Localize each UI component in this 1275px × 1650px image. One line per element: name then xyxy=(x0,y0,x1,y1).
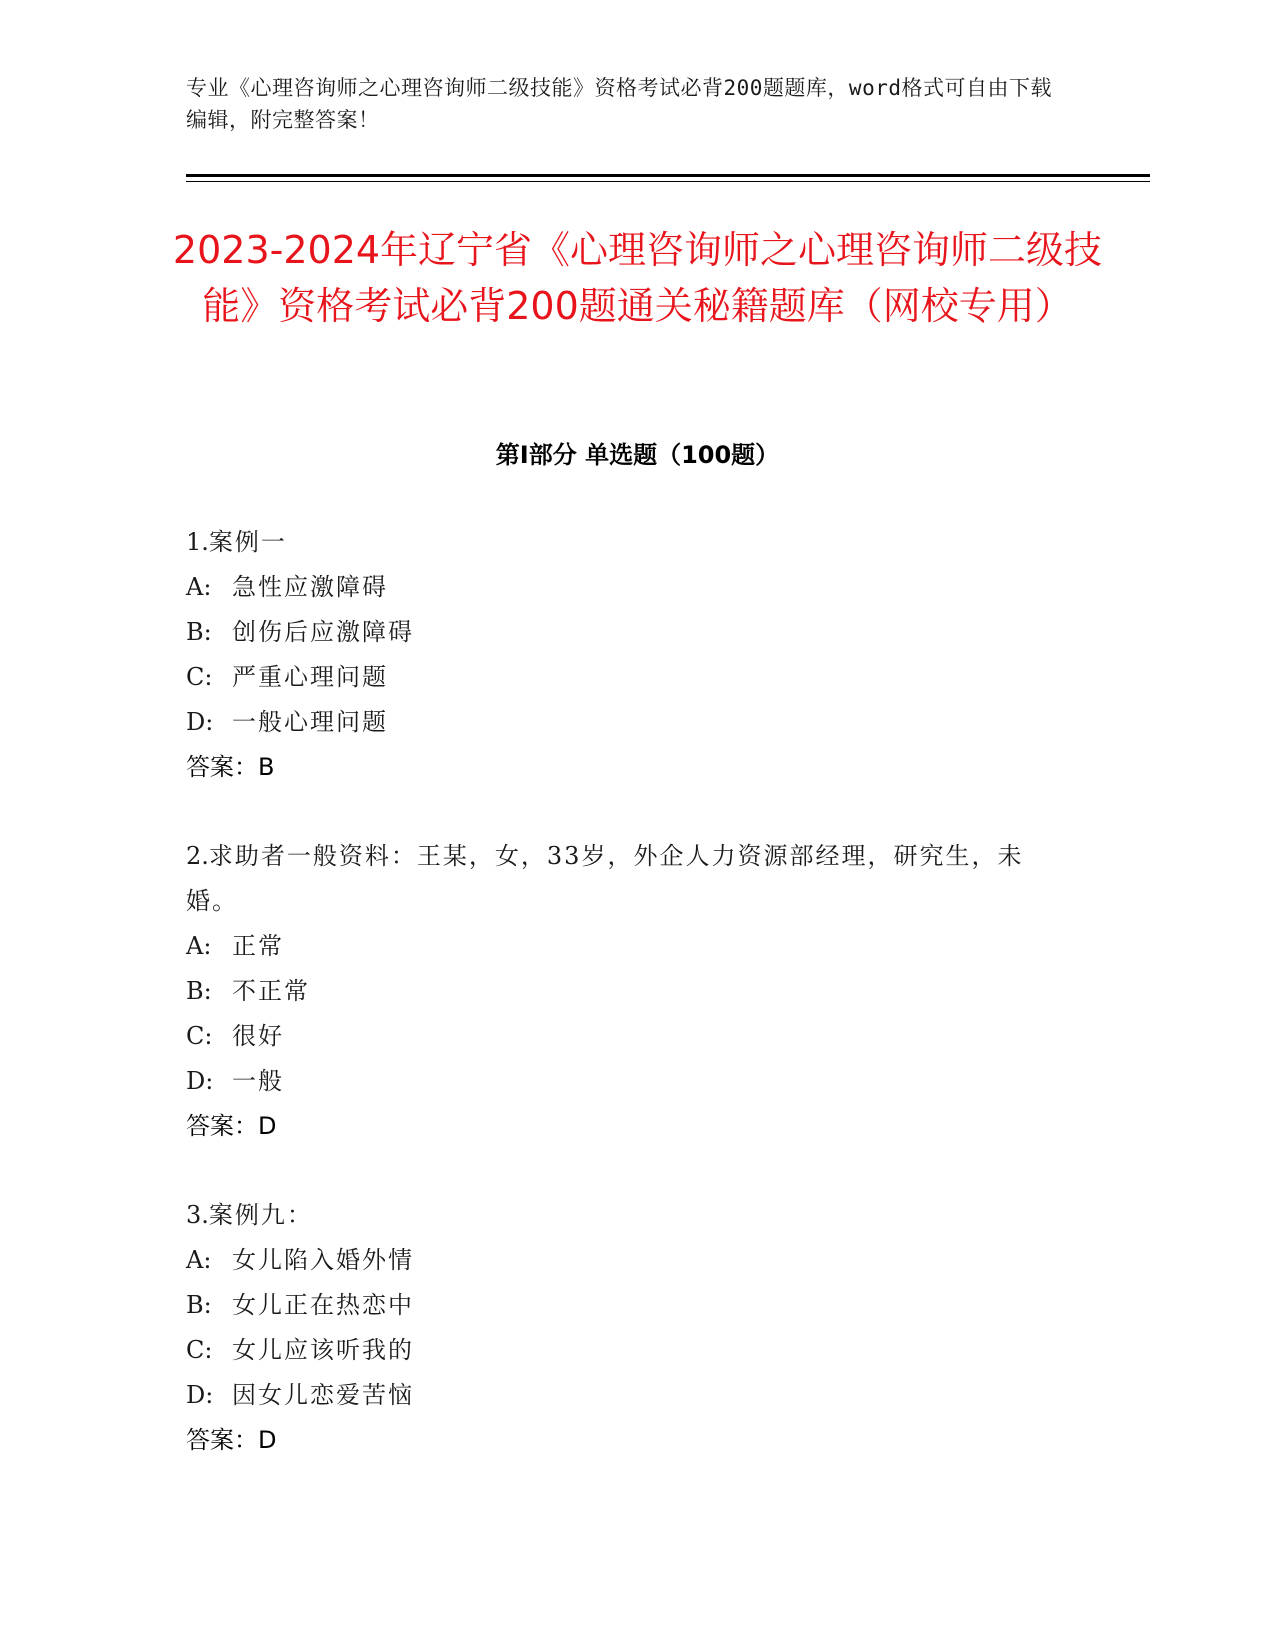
question-text: 案例一 xyxy=(208,528,287,556)
header-rule-thick xyxy=(186,174,1150,177)
answer: 答案：B xyxy=(186,753,275,781)
question-stem xyxy=(186,834,1066,924)
question-number: 2. xyxy=(186,842,209,870)
option-letter: D: xyxy=(186,1381,214,1409)
answer: 答案：D xyxy=(186,1112,277,1140)
header-note: 专业《心理咨询师之心理咨询师二级技能》资格考试必背200题题库，word格式可自由下载编辑，附完整答案！ xyxy=(186,76,1052,132)
answer: 答案：D xyxy=(186,1426,277,1454)
option-text: 女儿陷入婚外情 xyxy=(232,1246,414,1274)
question-number: 3. xyxy=(186,1201,209,1229)
option-letter: A: xyxy=(186,1246,212,1274)
option-letter: C: xyxy=(186,1022,213,1050)
question-text: 案例九： xyxy=(208,1201,313,1229)
option-text: 一般心理问题 xyxy=(232,708,388,736)
question-list xyxy=(186,520,1066,1507)
option-c xyxy=(186,655,1066,700)
document-title: 2023-2024年辽宁省《心理咨询师之心理咨询师二级技能》资格考试必背200题通关秘籍题库（网校专用） xyxy=(172,228,1103,328)
question-stem xyxy=(186,1193,1066,1238)
option-b xyxy=(186,969,1066,1014)
option-text: 创伤后应激障碍 xyxy=(232,618,414,646)
option-text: 不正常 xyxy=(232,977,310,1005)
question-text: 求助者一般资料：王某，女，33岁，外企人力资源部经理，研究生，未婚。 xyxy=(186,842,1024,915)
option-text: 正常 xyxy=(232,932,284,960)
option-d xyxy=(186,700,1066,745)
option-d xyxy=(186,1059,1066,1104)
option-b xyxy=(186,610,1066,655)
header-rule-thin xyxy=(186,181,1150,182)
option-text: 女儿应该听我的 xyxy=(232,1336,414,1364)
option-text: 女儿正在热恋中 xyxy=(232,1291,414,1319)
option-text: 急性应激障碍 xyxy=(232,573,388,601)
section-title: 第Ⅰ部分 单选题（100题） xyxy=(495,441,780,469)
option-letter: A: xyxy=(186,573,212,601)
option-c xyxy=(186,1328,1066,1373)
option-a xyxy=(186,924,1066,969)
question-1 xyxy=(186,520,1066,790)
question-number: 1. xyxy=(186,528,209,556)
option-letter: B: xyxy=(186,977,212,1005)
option-text: 很好 xyxy=(232,1022,284,1050)
option-a xyxy=(186,1238,1066,1283)
option-text: 因女儿恋爱苦恼 xyxy=(232,1381,414,1409)
option-text: 严重心理问题 xyxy=(232,663,388,691)
option-letter: C: xyxy=(186,663,213,691)
option-letter: C: xyxy=(186,1336,213,1364)
option-letter: D: xyxy=(186,1067,214,1095)
question-3 xyxy=(186,1193,1066,1463)
option-d xyxy=(186,1373,1066,1418)
option-letter: B: xyxy=(186,618,212,646)
option-letter: B: xyxy=(186,1291,212,1319)
option-c xyxy=(186,1014,1066,1059)
option-a xyxy=(186,565,1066,610)
option-letter: A: xyxy=(186,932,212,960)
question-stem xyxy=(186,520,1066,565)
option-b xyxy=(186,1283,1066,1328)
option-letter: D: xyxy=(186,708,214,736)
option-text: 一般 xyxy=(232,1067,284,1095)
question-2 xyxy=(186,834,1066,1149)
